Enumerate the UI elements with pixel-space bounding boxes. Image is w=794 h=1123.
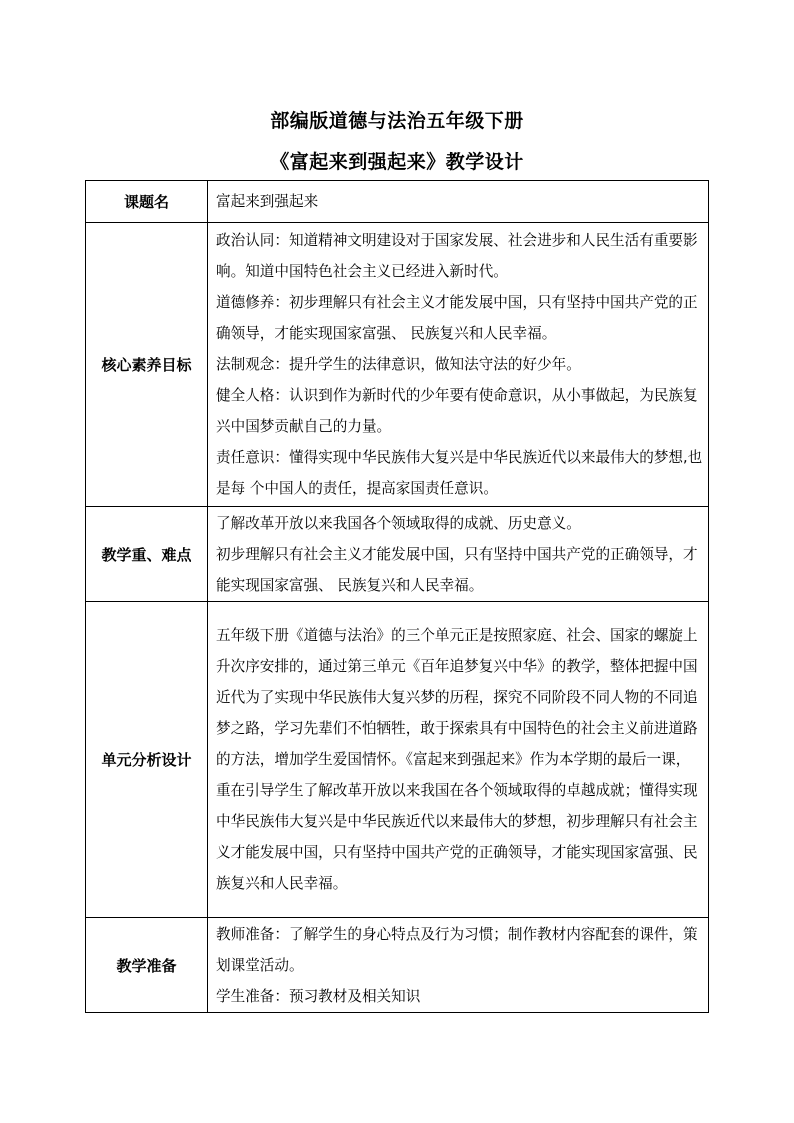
content-paragraph: 富起来到强起来: [216, 193, 319, 210]
row-label-key-points: 教学重、难点: [86, 507, 208, 602]
goal-political-identity: 政治认同：知道精神文明建设对于国家发展、社会进步和人民生活有重要影响。知道中国特色社会主义已经进入新时代。: [216, 232, 698, 280]
row-label-core-goals: 核心素养目标: [86, 223, 208, 507]
table-row-core-goals: [86, 223, 709, 507]
goal-responsibility: 责任意识：懂得实现中华民族伟大复兴是中华民族近代以来最伟大的梦想,也是每 个中国人的责任，提高家国责任意识。: [216, 449, 703, 497]
row-label-preparation: 教学准备: [86, 918, 208, 1013]
row-content-key-points: [208, 507, 709, 602]
unit-analysis-text: 五年级下册《道德与法治》的三个单元正是按照家庭、社会、国家的螺旋上升次序安排的，通过第三单元《百年追梦复兴中华》的教学，整体把握中国近代为了实现中华民族伟大复兴梦的历程，探究不同阶段不同人物的不同追梦之路，学习先辈们不怕牺牲，敢于探索具有中国特色的社会主义前进道路的方法，增加学生爱国情怀。《富起来到强起来》作为本学期的最后一课，重在引导学生了解改革开放以来我国在各个领域取得的卓越成就；懂得实现中华民族伟大复兴是中华民族近代以来最伟大的梦想，初步理解只有社会主义才能发展中国，只有坚持中国共产党的正确领导，才能实现国家富强、民族复兴和人民幸福。: [216, 627, 698, 892]
goal-legal-awareness: 法制观念：提升学生的法律意识，做知法守法的好少年。: [216, 356, 581, 373]
table-row-lesson-name: [86, 181, 709, 223]
row-label-unit-analysis: 单元分析设计: [86, 602, 208, 918]
document-title: 部编版道德与法治五年级下册: [270, 110, 524, 132]
table-row-unit-analysis: [86, 602, 709, 918]
row-content-lesson-name: [208, 181, 709, 223]
student-preparation: 学生准备：预习教材及相关知识: [216, 987, 421, 1005]
row-label-lesson-name: 课题名: [86, 181, 208, 223]
row-content-core-goals: [208, 223, 709, 507]
goal-sound-personality: 健全人格：认识到作为新时代的少年要有使命意识，从小事做起，为民族复兴中国梦贡献自己的力量。: [216, 387, 698, 435]
key-point-2: 初步理解只有社会主义才能发展中国，只有坚持中国共产党的正确领导，才能实现国家富强、 民族复兴和人民幸福。: [216, 545, 698, 594]
lesson-plan-table: [85, 180, 709, 1013]
lesson-title: 《富起来到强起来》教学设计: [270, 151, 524, 173]
teacher-preparation: 教师准备：了解学生的身心特点及行为习惯；制作教材内容配套的课件，策划课堂活动。: [216, 925, 698, 974]
row-content-unit-analysis: [208, 602, 709, 918]
goal-moral-cultivation: 道德修养：初步理解只有社会主义才能发展中国，只有坚持中国共产党的正确领导，才能实现国家富强、 民族复兴和人民幸福。: [216, 294, 698, 342]
key-point-1: 了解改革开放以来我国各个领域取得的成就、历史意义。: [216, 514, 581, 532]
table-row-preparation: [86, 918, 709, 1013]
table-row-key-points: [86, 507, 709, 602]
row-content-preparation: [208, 918, 709, 1013]
